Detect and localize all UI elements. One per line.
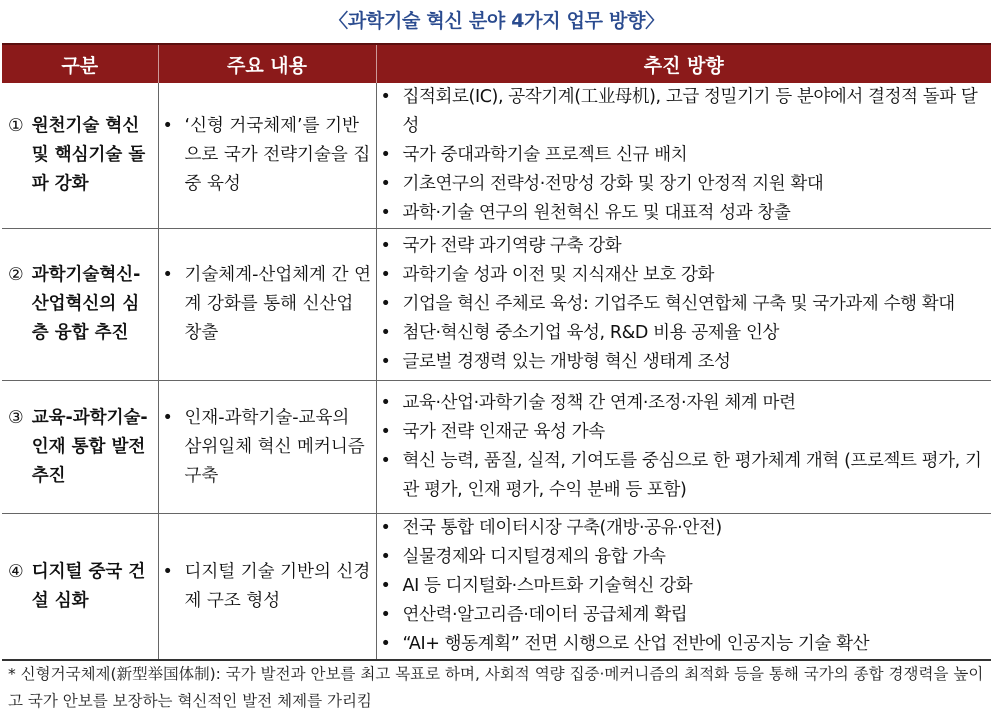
bullet-icon: • <box>380 393 391 413</box>
direction-item-text: 기업을 혁신 주체로 육성: 기업주도 혁신연합체 구축 및 국가과제 수행 확대 <box>402 294 955 314</box>
table-row <box>2 514 991 661</box>
direction-item-text: 혁신 능력, 품질, 실적, 기여도를 중심으로 한 평가체계 개혁 (프로젝트 평가, 기관 평가, 인재 평가, 수익 분배 등 포함) <box>402 451 982 500</box>
category <box>8 558 156 616</box>
direction-item-text: AI 등 디지털화·스마트화 기술혁신 강화 <box>402 576 693 596</box>
table-header-row <box>2 44 991 83</box>
category-label: 과학기술혁신-산업혁신의 심층 융합 추진 <box>31 265 141 343</box>
summary-cell <box>158 514 376 661</box>
header-direction: 추진 방향 <box>376 44 991 83</box>
bullet-icon: • <box>380 236 391 256</box>
direction-cell <box>376 229 991 381</box>
list-item <box>379 83 986 141</box>
bullet-icon: • <box>162 407 173 428</box>
bullet-icon: • <box>380 547 391 567</box>
list-item <box>379 290 986 319</box>
category-label: 원천기술 혁신 및 핵심기술 돌파 강화 <box>31 116 146 194</box>
direction-list <box>379 232 986 377</box>
direction-item-text: 국가 전략 인재군 육성 가속 <box>402 422 605 442</box>
bullet-icon: • <box>162 561 173 582</box>
category-number: ② <box>8 265 24 285</box>
summary-cell <box>158 381 376 514</box>
list-item <box>379 543 986 572</box>
table-row <box>2 83 991 229</box>
list-item <box>379 418 986 447</box>
table-row <box>2 229 991 381</box>
summary <box>163 558 372 616</box>
direction-item-text: “AI+ 행동계획” 전면 시행으로 산업 전반에 인공지능 기술 확산 <box>402 634 870 654</box>
bullet-icon: • <box>380 174 391 194</box>
direction-item-text: 기초연구의 전략성·전망성 강화 및 장기 안정적 지원 확대 <box>402 174 824 194</box>
summary-text: 디지털 기술 기반의 신경제 구조 형성 <box>184 561 371 611</box>
bullet-icon: • <box>380 634 391 654</box>
list-item <box>379 514 986 543</box>
bullet-icon: • <box>380 294 391 314</box>
page-title: 〈과학기술 혁신 분야 4가지 업무 방향〉 <box>329 10 664 32</box>
direction-list <box>379 514 986 659</box>
list-item <box>379 348 986 377</box>
list-item <box>379 319 986 348</box>
table-row <box>2 381 991 514</box>
category-label: 디지털 중국 건설 심화 <box>31 561 146 611</box>
bullet-icon: • <box>380 203 391 223</box>
bullet-icon: • <box>380 352 391 372</box>
category-cell <box>2 381 158 514</box>
bullet-icon: • <box>380 145 391 165</box>
direction-item-text: 집적회로(IC), 공작기계(工业母机), 고급 정밀기기 등 분야에서 결정적 돌파 달성 <box>402 87 978 136</box>
list-item <box>379 447 986 505</box>
category-label: 교육-과학기술-인재 통합 발전 추진 <box>31 407 148 486</box>
summary-text: 기술체계-산업체계 간 연계 강화를 통해 신산업 창출 <box>184 265 371 343</box>
list-item <box>379 389 986 418</box>
bullet-icon: • <box>380 518 391 538</box>
list-item <box>379 141 986 170</box>
summary <box>163 112 372 199</box>
header-category: 구분 <box>2 44 158 83</box>
list-item <box>379 261 986 290</box>
bullet-icon: • <box>380 605 391 625</box>
category <box>8 261 156 348</box>
category <box>8 404 156 491</box>
category-number: ③ <box>8 407 24 428</box>
list-item <box>379 630 986 659</box>
bullet-icon: • <box>380 323 391 343</box>
direction-list <box>379 389 986 505</box>
summary-cell <box>158 83 376 229</box>
direction-item-text: 국가 전략 과기역량 구축 강화 <box>402 236 622 256</box>
bullet-icon: • <box>380 422 391 442</box>
direction-list <box>379 83 986 228</box>
header-main-content: 주요 내용 <box>158 44 376 83</box>
list-item <box>379 572 986 601</box>
category-number: ④ <box>8 561 24 582</box>
direction-item-text: 국가 중대과학기술 프로젝트 신규 배치 <box>402 145 688 165</box>
category-cell <box>2 229 158 381</box>
list-item <box>379 199 986 228</box>
bullet-icon: • <box>380 576 391 596</box>
summary <box>163 261 372 348</box>
direction-item-text: 교육·산업·과학기술 정책 간 연계·조정·자원 체계 마련 <box>402 393 796 413</box>
direction-item-text: 과학기술 성과 이전 및 지식재산 보호 강화 <box>402 265 715 285</box>
category-number: ① <box>8 116 24 136</box>
direction-cell <box>376 83 991 229</box>
summary-cell <box>158 229 376 381</box>
direction-item-text: 글로벌 경쟁력 있는 개방형 혁신 생태계 조성 <box>402 352 731 372</box>
bullet-icon: • <box>380 265 391 285</box>
category-cell <box>2 83 158 229</box>
direction-cell <box>376 514 991 661</box>
direction-item-text: 첨단·혁신형 중소기업 육성, R&D 비용 공제율 인상 <box>402 323 779 343</box>
summary-text: 인재-과학기술-교육의 삼위일체 혁신 메커니즘 구축 <box>184 407 365 486</box>
direction-item-text: 전국 통합 데이터시장 구축(개방·공유·안전) <box>402 518 722 538</box>
direction-table <box>2 43 991 661</box>
bullet-icon: • <box>380 87 391 107</box>
category <box>8 112 156 199</box>
list-item <box>379 601 986 630</box>
summary-text: ‘신형 거국체제’를 기반으로 국가 전략기술을 집중 육성 <box>184 116 371 194</box>
direction-item-text: 실물경제와 디지털경제의 융합 가속 <box>402 547 666 567</box>
direction-item-text: 연산력·알고리즘·데이터 공급체계 확립 <box>402 605 688 625</box>
bullet-icon: • <box>162 116 173 136</box>
list-item <box>379 170 986 199</box>
direction-item-text: 과학·기술 연구의 원천혁신 유도 및 대표적 성과 창출 <box>402 203 791 223</box>
summary <box>163 404 372 491</box>
category-cell <box>2 514 158 661</box>
bullet-icon: • <box>380 451 391 471</box>
direction-cell <box>376 381 991 514</box>
bullet-icon: • <box>162 265 173 285</box>
footnote: * 신형거국체제(新型举国体制): 국가 발전과 안보를 최고 목표로 하며, 사회적 역량 집중·메커니즘의 최적화 등을 통해 국가의 종합 경쟁력을 높이고 국가 안보를 보장하는 혁신적인 발전 체제를 가리킴 <box>8 665 984 710</box>
list-item <box>379 232 986 261</box>
